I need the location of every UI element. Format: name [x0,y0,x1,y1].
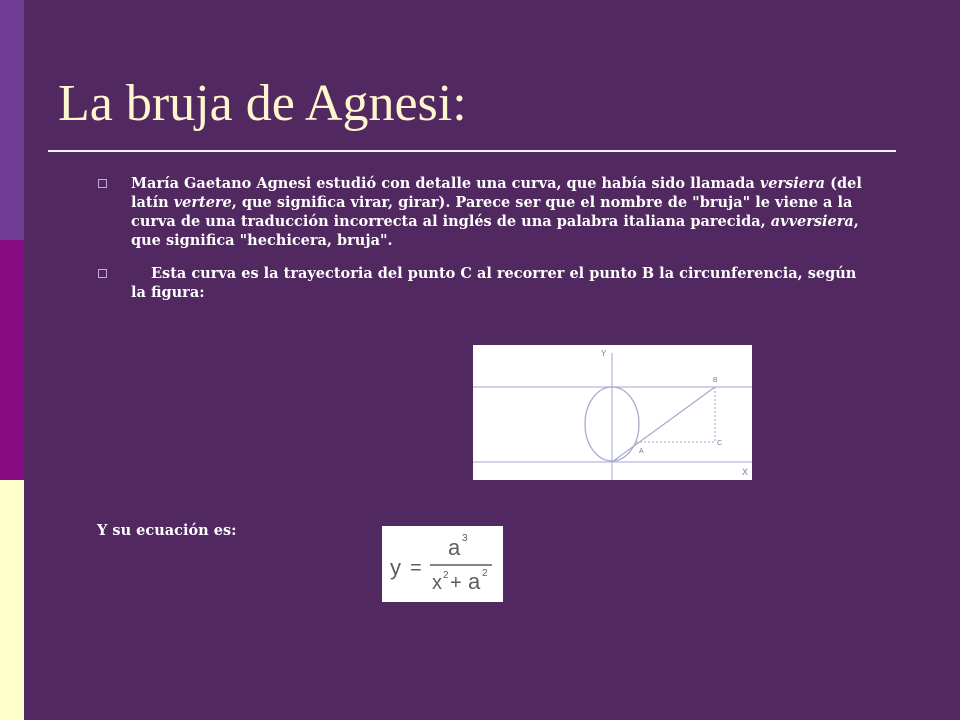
formula-plus: + [450,572,462,594]
formula-a-base: a [468,569,481,594]
bullet-text: , que significa "hechicera, bruja". [131,213,859,249]
slide-title: La bruja de Agnesi: [58,75,467,132]
bullet-item [96,174,866,250]
italic-term: vertere [173,194,232,211]
bullet-text: (del latín [131,175,862,211]
italic-term: versiera [759,175,826,192]
sidebar-band-top [0,0,24,240]
bullet-list [96,174,866,316]
point-a-label: A [639,448,644,455]
hollow-square-bullet-icon [98,179,107,188]
formula-equals: = [410,557,422,579]
equation-formula [382,526,503,602]
secant-line [612,387,715,462]
bullet-text: , que significa virar, girar). Parece ser que el nombre de "bruja" le viene a la curva de una traducción incorrecta al inglés de una palabra italiana parecida, [131,194,853,230]
sidebar-band-middle [0,240,24,480]
hollow-square-bullet-icon [98,269,107,278]
equation-image [382,526,503,602]
italic-term: avversiera [770,213,854,230]
equation-label: Y su ecuación es: [97,522,237,539]
agnesi-figure [473,345,752,480]
bullet-text: Esta curva es la trayectoria del punto C al recorrer el punto B la circunferencia, según la figura: [131,265,857,301]
agnesi-diagram [473,345,752,480]
point-c-label: C [717,440,723,447]
title-divider [48,150,896,152]
sidebar-band-bottom [0,480,24,720]
formula-lhs: y [390,555,401,580]
formula-numerator-exponent: 3 [462,533,468,544]
formula-x-base: x [432,572,442,594]
point-b-label: B [713,377,718,384]
bullet-item [96,264,866,302]
x-axis-label: X [742,467,749,477]
bullet-text: María Gaetano Agnesi estudió con detalle una curva, que había sido llamada [131,175,760,192]
formula-a-exponent: 2 [482,568,488,579]
formula-numerator-base: a [448,535,461,560]
formula-x-exponent: 2 [443,570,449,581]
y-axis-label: Y [601,349,607,358]
